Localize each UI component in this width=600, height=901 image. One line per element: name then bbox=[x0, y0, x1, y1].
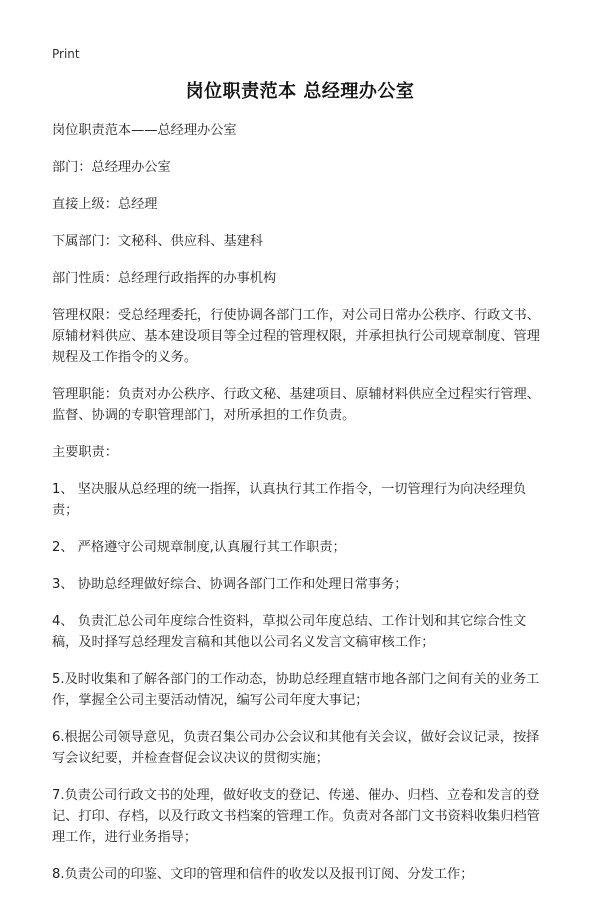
paragraph-function: 管理职能：负责对办公秩序、行政文秘、基建项目、原辅材料供应全过程实行管理、监督、协调的专职管理部门，对所承担的工作负责。 bbox=[52, 387, 540, 423]
duty-item-7: 7.负责公司行政文书的处理，做好收支的登记、传递、催办、归档、立卷和发言的登记、打印、存档，以及行政文书档案的管理工作。负责对各部门文书资料收集归档管理工作，进行业务指导； bbox=[52, 788, 540, 845]
duty-item-3: 3、 协助总经理做好综合、协调各部门工作和处理日常事务； bbox=[52, 577, 408, 592]
paragraph-subordinates: 下属部门：文秘科、供应科、基建科 bbox=[52, 234, 263, 249]
paragraph-superior: 直接上级：总经理 bbox=[52, 197, 158, 212]
duty-item-5: 5.及时收集和了解各部门的工作动态，协助总经理直辖市地各部门之间有关的业务工作，掌握全公司主要活动情况，编写公司年度大事记； bbox=[52, 672, 540, 708]
page-title: 岗位职责范本 总经理办公室 bbox=[185, 81, 415, 102]
paragraph-authority: 管理权限：受总经理委托，行使协调各部门工作，对公司日常办公秩序、行政文书、原辅材料供应、基本建设项目等全过程的管理权限，并承担执行公司规章制度、管理规程及工作指令的义务。 bbox=[52, 308, 540, 365]
print-label: Print bbox=[52, 47, 80, 61]
paragraph-nature: 部门性质：总经理行政指挥的办事机构 bbox=[52, 271, 277, 286]
paragraph-doc-heading: 岗位职责范本——总经理办公室 bbox=[52, 123, 237, 138]
duty-item-4: 4、 负责汇总公司年度综合性资料，草拟公司年度总结、工作计划和其它综合性文稿，及时择写总经理发言稿和其他以公司名义发言文稿审核工作； bbox=[52, 614, 527, 650]
duty-item-6: 6.根据公司领导意见，负责召集公司办公会议和其他有关会议，做好会议记录，按择写会议纪要，并检查督促会议决议的贯彻实施； bbox=[52, 730, 540, 766]
duty-item-2: 2、 严格遵守公司规章制度,认真履行其工作职责； bbox=[52, 540, 346, 555]
duty-item-1: 1、 坚决服从总经理的统一指挥，认真执行其工作指令，一切管理行为向决经理负责； bbox=[52, 482, 527, 518]
paragraph-department: 部门：总经理办公室 bbox=[52, 160, 171, 175]
duty-item-8: 8.负责公司的印鉴、文印的管理和信件的收发以及报刊订阅、分发工作； bbox=[52, 867, 474, 882]
document-body bbox=[52, 120, 552, 901]
paragraph-duties-heading: 主要职责： bbox=[52, 445, 118, 460]
